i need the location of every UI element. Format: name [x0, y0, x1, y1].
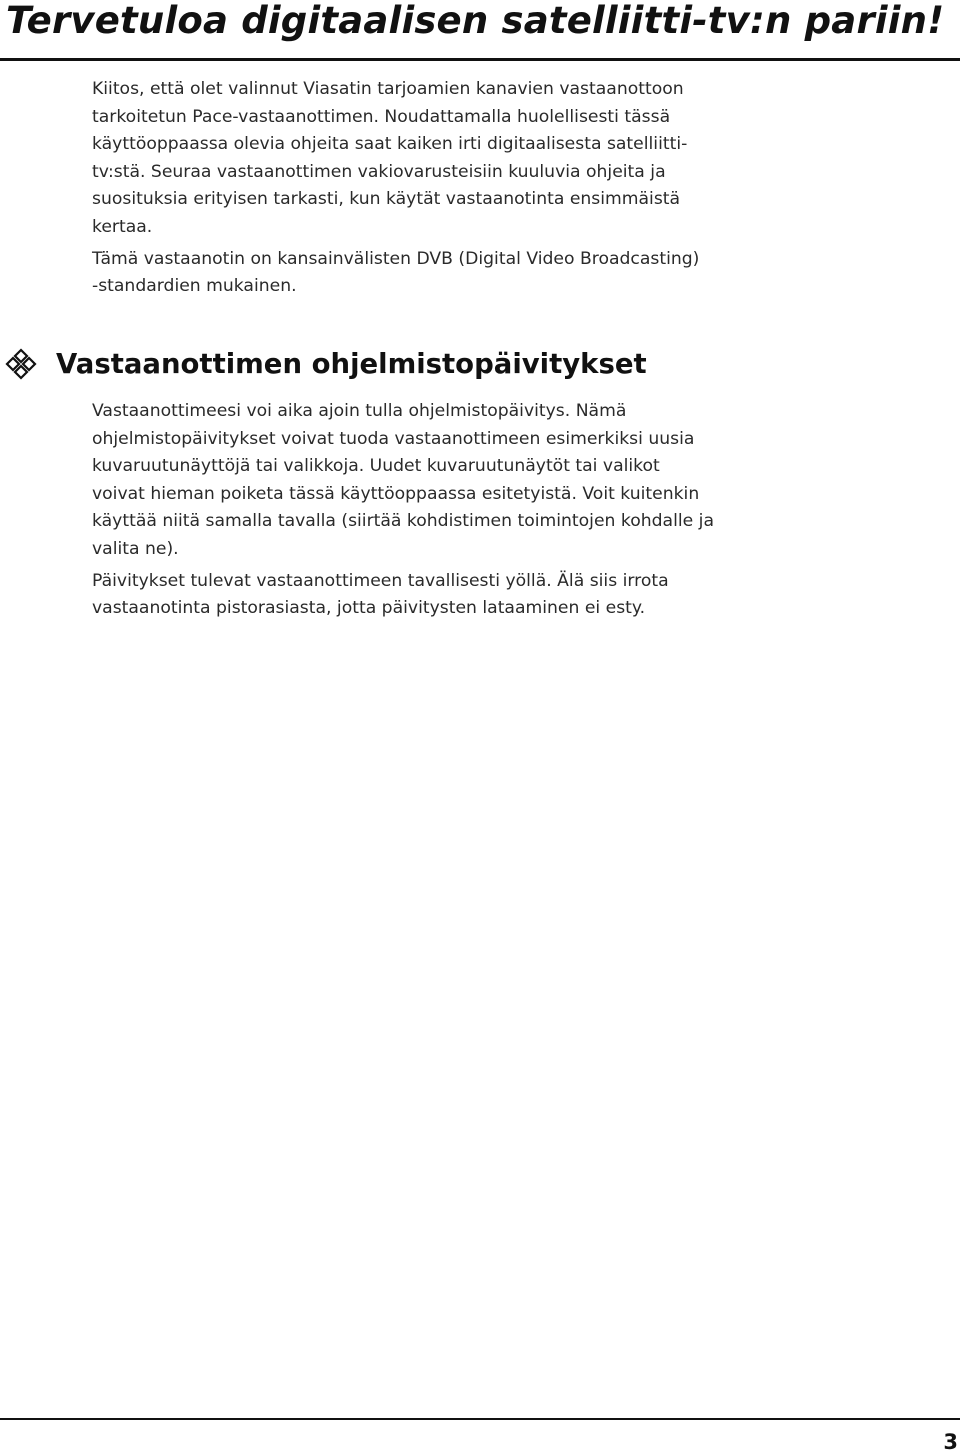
section-text	[92, 398, 792, 623]
text-line: kertaa.	[92, 216, 153, 237]
intro-text	[92, 76, 792, 301]
text-line: Kiitos, että olet valinnut Viasatin tarjoamien kanavien vastaanottoon	[92, 79, 684, 99]
text-line: käyttää niitä samalla tavalla (siirtää kohdistimen toimintojen kohdalle ja	[92, 511, 714, 532]
text-line: käyttöoppaassa olevia ohjeita saat kaiken irti digitaalisesta satelliitti-	[92, 134, 688, 155]
intro-paragraph	[92, 246, 792, 301]
text-line: vastaanotinta pistorasiasta, jotta päivitysten lataaminen ei esty.	[92, 598, 646, 619]
text-line: ohjelmistopäivitykset voivat tuoda vastaanottimeen esimerkiksi uusia	[92, 428, 695, 449]
text-line: kuvaruutunäyttöjä tai valikkoja. Uudet kuvaruutunäytöt tai valikot	[92, 456, 660, 477]
footer-rule	[0, 1418, 960, 1420]
text-line: suosituksia erityisen tarkasti, kun käytät vastaanotinta ensimmäistä	[92, 189, 681, 210]
section-heading	[4, 344, 647, 384]
text-line: Tämä vastaanotin on kansainvälisten DVB (Digital Video Broadcasting)	[92, 248, 700, 269]
page-title: Tervetuloa digitaalisen satelliitti-tv:n pariin!	[6, 0, 945, 42]
page-number: 3	[943, 1430, 958, 1454]
text-line: Päivitykset tulevat vastaanottimeen tavallisesti yöllä. Älä siis irrota	[92, 570, 669, 591]
text-line: tv:stä. Seuraa vastaanottimen vakiovarusteisiin kuuluvia ohjeita ja	[92, 161, 666, 182]
text-line: Vastaanottimeesi voi aika ajoin tulla ohjelmistopäivitys. Nämä	[92, 401, 627, 421]
text-line: -standardien mukainen.	[92, 276, 297, 297]
text-line: voivat hieman poiketa tässä käyttöoppaassa esitetyistä. Voit kuitenkin	[92, 483, 700, 504]
four-diamond-bullet-icon	[4, 347, 38, 381]
header-rule	[0, 58, 960, 61]
text-line: tarkoitetun Pace-vastaanottimen. Noudattamalla huolellisesti tässä	[92, 106, 671, 127]
text-line: valita ne).	[92, 538, 179, 559]
section-paragraph	[92, 398, 792, 564]
section-paragraph	[92, 568, 792, 623]
intro-paragraph	[92, 76, 792, 242]
section-heading-text: Vastaanottimen ohjelmistopäivitykset	[56, 348, 647, 380]
